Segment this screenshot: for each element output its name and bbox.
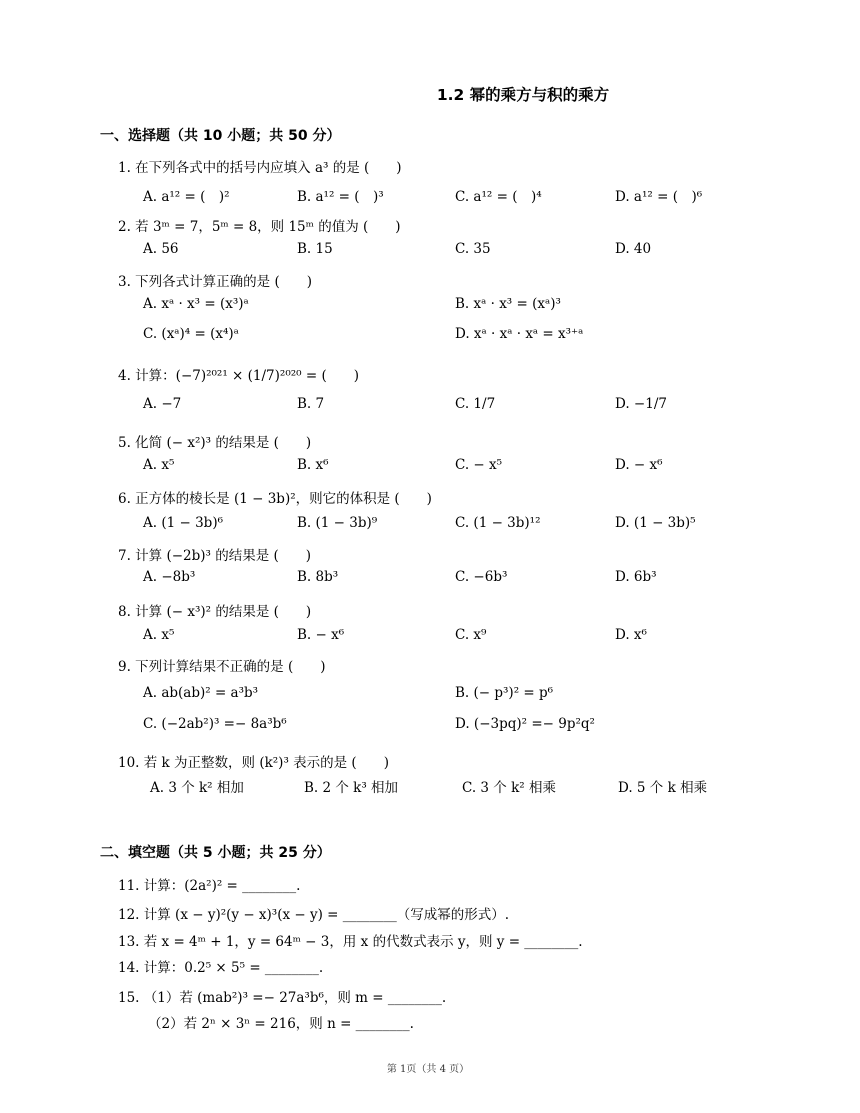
question-4-option-b: B. 7 xyxy=(297,396,325,412)
question-12: 12. 计算 (x − y)²(y − x)³(x − y) = ________（写成幂的形式）. xyxy=(118,907,510,923)
section-heading-choice: 一、选择题（共 10 小题；共 50 分） xyxy=(100,128,341,144)
question-1-option-b: B. a¹² = ( )³ xyxy=(297,189,384,205)
question-7-option-a: A. −8b³ xyxy=(143,569,196,585)
question-5-option-b: B. x⁶ xyxy=(297,457,329,473)
question-2-stem: 2. 若 3ᵐ = 7，5ᵐ = 8，则 15ᵐ 的值为 ( ) xyxy=(118,219,401,235)
question-8-option-d: D. x⁶ xyxy=(615,627,647,643)
question-3-option-d: D. xᵃ · xᵃ · xᵃ = x³⁺ᵃ xyxy=(455,326,584,342)
question-1-option-a: A. a¹² = ( )² xyxy=(143,189,230,205)
question-10-option-b: B. 2 个 k³ 相加 xyxy=(304,780,399,796)
question-3-stem: 3. 下列各式计算正确的是 ( ) xyxy=(118,274,312,290)
question-15-part-1: 15. （1）若 (mab²)³ =− 27a³b⁶，则 m = ________. xyxy=(118,990,447,1006)
question-2-option-b: B. 15 xyxy=(297,241,333,257)
question-3-option-b: B. xᵃ · x³ = (xᵃ)³ xyxy=(455,296,561,312)
question-11: 11. 计算：(2a²)² = ________. xyxy=(118,878,301,894)
page-footer: 第 1页（共 4 页） xyxy=(386,1064,470,1075)
question-7-option-c: C. −6b³ xyxy=(455,569,508,585)
question-13: 13. 若 x = 4ᵐ + 1，y = 64ᵐ − 3，用 x 的代数式表示 y，则 y = ________. xyxy=(118,934,583,950)
question-1-option-d: D. a¹² = ( )⁶ xyxy=(615,189,703,205)
question-4-option-c: C. 1/7 xyxy=(455,396,496,412)
question-5-option-a: A. x⁵ xyxy=(143,457,175,473)
question-2-option-d: D. 40 xyxy=(615,241,652,257)
question-7-option-d: D. 6b³ xyxy=(615,569,657,585)
section-heading-fill-in: 二、填空题（共 5 小题；共 25 分） xyxy=(100,845,331,861)
question-14: 14. 计算：0.2⁵ × 5⁵ = ________. xyxy=(118,960,324,976)
question-9-option-b: B. (− p³)² = p⁶ xyxy=(455,685,554,701)
question-3-option-c: C. (xᵃ)⁴ = (x⁴)ᵃ xyxy=(143,326,239,342)
question-9-option-d: D. (−3pq)² =− 9p²q² xyxy=(455,716,595,732)
question-8-option-b: B. − x⁶ xyxy=(297,627,345,643)
question-3-option-a: A. xᵃ · x³ = (x³)ᵃ xyxy=(143,296,249,312)
question-5-option-d: D. − x⁶ xyxy=(615,457,663,473)
question-10-option-a: A. 3 个 k² 相加 xyxy=(150,780,244,796)
question-15-part-2: （2）若 2ⁿ × 3ⁿ = 216，则 n = ________. xyxy=(148,1016,414,1032)
question-7-stem: 7. 计算 (−2b)³ 的结果是 ( ) xyxy=(118,548,312,564)
question-9-option-c: C. (−2ab²)³ =− 8a³b⁶ xyxy=(143,716,287,732)
question-10-option-c: C. 3 个 k² 相乘 xyxy=(462,780,556,796)
question-6-option-a: A. (1 − 3b)⁶ xyxy=(143,515,223,531)
question-9-option-a: A. ab(ab)² = a³b³ xyxy=(143,685,259,701)
question-7-option-b: B. 8b³ xyxy=(297,569,339,585)
question-10-stem: 10. 若 k 为正整数，则 (k²)³ 表示的是 ( ) xyxy=(118,755,389,771)
question-5-stem: 5. 化简 (− x²)³ 的结果是 ( ) xyxy=(118,435,312,451)
question-5-option-c: C. − x⁵ xyxy=(455,457,503,473)
question-1-stem: 1. 在下列各式中的括号内应填入 a³ 的是 ( ) xyxy=(118,160,402,176)
question-9-stem: 9. 下列计算结果不正确的是 ( ) xyxy=(118,659,326,675)
question-8-option-a: A. x⁵ xyxy=(143,627,175,643)
question-8-option-c: C. x⁹ xyxy=(455,627,487,643)
question-4-option-a: A. −7 xyxy=(143,396,182,412)
question-4-option-d: D. −1/7 xyxy=(615,396,667,412)
page-title: 1.2 幂的乘方与积的乘方 xyxy=(436,86,610,104)
question-6-option-c: C. (1 − 3b)¹² xyxy=(455,515,541,531)
question-6-stem: 6. 正方体的棱长是 (1 − 3b)²，则它的体积是 ( ) xyxy=(118,491,432,507)
question-8-stem: 8. 计算 (− x³)² 的结果是 ( ) xyxy=(118,604,312,620)
question-4-stem: 4. 计算：(−7)²⁰²¹ × (1/7)²⁰²⁰ = ( ) xyxy=(118,368,359,384)
question-6-option-d: D. (1 − 3b)⁵ xyxy=(615,515,696,531)
question-10-option-d: D. 5 个 k 相乘 xyxy=(618,780,708,796)
question-1-option-c: C. a¹² = ( )⁴ xyxy=(455,189,542,205)
question-2-option-a: A. 56 xyxy=(143,241,179,257)
question-2-option-c: C. 35 xyxy=(455,241,491,257)
question-6-option-b: B. (1 − 3b)⁹ xyxy=(297,515,378,531)
